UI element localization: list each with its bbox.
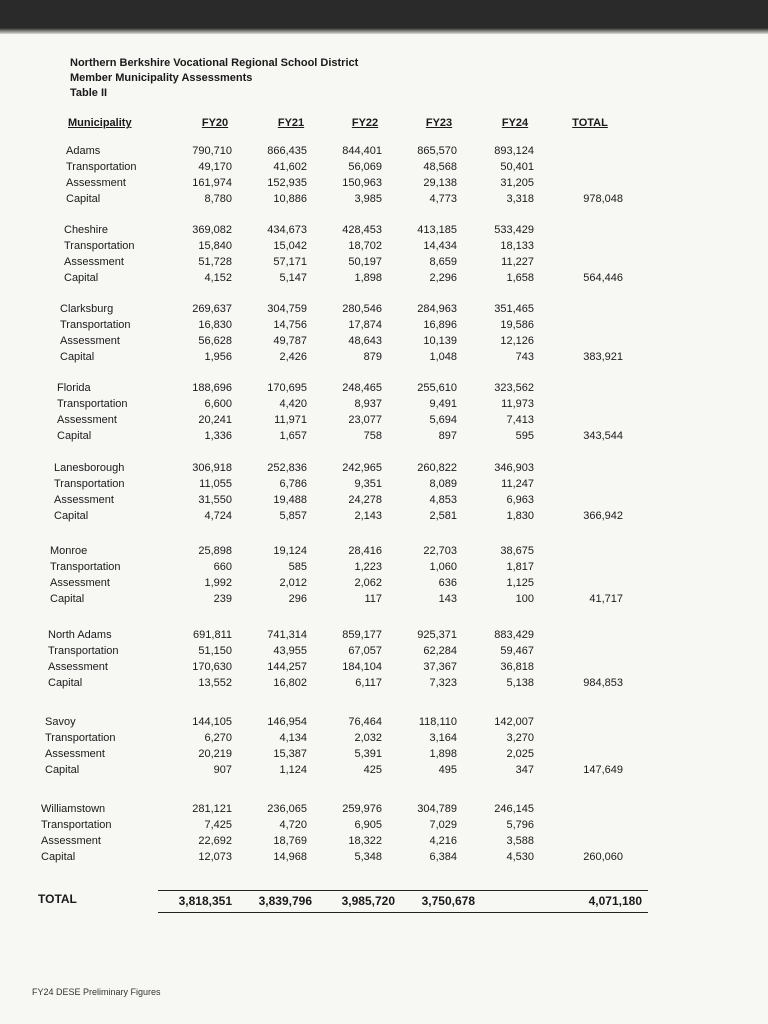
table-cell: 50,401 — [500, 161, 534, 173]
table-cell: 1,048 — [429, 351, 457, 363]
table-cell: 296 — [288, 593, 307, 605]
table-cell: 67,057 — [348, 645, 382, 657]
table-cell: 6,963 — [506, 494, 534, 506]
table-cell: 142,007 — [494, 716, 534, 728]
table-cell: 56,628 — [198, 335, 232, 347]
table-cell: 41,602 — [273, 161, 307, 173]
table-cell: 22,692 — [198, 835, 232, 847]
column-header-fy20: FY20 — [201, 117, 229, 129]
table-cell: 146,954 — [267, 716, 307, 728]
municipality-name: Lanesborough — [54, 462, 125, 474]
table-cell: 49,170 — [198, 161, 232, 173]
table-cell: 5,694 — [429, 414, 457, 426]
row-label-transportation: Transportation — [57, 398, 128, 410]
municipality-name: Cheshire — [64, 224, 109, 236]
table-cell: 4,853 — [429, 494, 457, 506]
table-cell: 19,124 — [273, 545, 307, 557]
municipality-total: 564,446 — [583, 272, 623, 284]
table-cell: 118,110 — [418, 716, 457, 728]
table-cell: 2,581 — [429, 510, 457, 522]
table-cell: 18,769 — [273, 835, 307, 847]
row-label-transportation: Transportation — [64, 240, 135, 252]
table-cell: 5,348 — [354, 851, 382, 863]
table-cell: 4,134 — [279, 732, 307, 744]
table-cell: 20,219 — [198, 748, 232, 760]
table-cell: 170,695 — [267, 382, 307, 394]
municipality-total: 147,649 — [583, 764, 623, 776]
table-cell: 5,796 — [506, 819, 534, 831]
scan-dark-edge — [0, 0, 768, 34]
table-cell: 22,703 — [423, 545, 457, 557]
table-cell: 11,227 — [501, 256, 534, 268]
table-cell: 351,465 — [494, 303, 534, 315]
table-cell: 144,257 — [267, 661, 307, 673]
municipality-total: 978,048 — [583, 193, 623, 205]
municipality-total: 366,942 — [583, 510, 623, 522]
table-cell: 434,673 — [267, 224, 307, 236]
column-header-municipality: Municipality — [68, 117, 132, 129]
table-cell: 1,125 — [506, 577, 534, 589]
row-label-assessment: Assessment — [60, 335, 120, 347]
table-cell: 31,205 — [500, 177, 534, 189]
table-cell: 369,082 — [192, 224, 232, 236]
table-cell: 15,387 — [273, 748, 307, 760]
table-cell: 6,600 — [204, 398, 232, 410]
table-cell: 57,171 — [273, 256, 307, 268]
table-cell: 24,278 — [348, 494, 382, 506]
municipality-name: Savoy — [45, 716, 76, 728]
total-fy21: 3,839,796 — [258, 894, 312, 908]
table-cell: 4,216 — [429, 835, 457, 847]
table-cell: 117 — [364, 593, 382, 605]
table-cell: 1,992 — [204, 577, 232, 589]
table-cell: 6,786 — [279, 478, 307, 490]
table-cell: 6,270 — [204, 732, 232, 744]
municipality-group — [0, 801, 768, 871]
table-cell: 143 — [438, 593, 457, 605]
table-cell: 304,789 — [417, 803, 457, 815]
total-fy20: 3,818,351 — [178, 894, 232, 908]
table-cell: 1,336 — [204, 430, 232, 442]
table-cell: 17,874 — [348, 319, 382, 331]
table-cell: 281,121 — [192, 803, 232, 815]
table-cell: 260,822 — [417, 462, 457, 474]
table-cell: 280,546 — [342, 303, 382, 315]
table-cell: 100 — [515, 593, 534, 605]
table-cell: 865,570 — [417, 145, 457, 157]
row-label-assessment: Assessment — [41, 835, 101, 847]
table-cell: 883,429 — [494, 629, 534, 641]
table-cell: 284,963 — [417, 303, 457, 315]
table-cell: 5,857 — [279, 510, 307, 522]
municipality-name: Williamstown — [41, 803, 106, 815]
municipality-total: 260,060 — [583, 851, 623, 863]
table-cell: 495 — [438, 764, 457, 776]
table-cell: 7,425 — [204, 819, 232, 831]
table-cell: 236,065 — [267, 803, 307, 815]
document-page — [0, 34, 768, 1024]
table-cell: 2,143 — [354, 510, 382, 522]
table-cell: 170,630 — [192, 661, 232, 673]
municipality-total: 343,544 — [583, 430, 623, 442]
table-cell: 16,830 — [198, 319, 232, 331]
table-cell: 144,105 — [192, 716, 232, 728]
table-cell: 595 — [515, 430, 534, 442]
table-cell: 4,152 — [204, 272, 232, 284]
table-cell: 879 — [363, 351, 382, 363]
total-label: TOTAL — [38, 892, 77, 906]
table-cell: 48,643 — [348, 335, 382, 347]
table-cell: 8,780 — [204, 193, 232, 205]
table-cell: 1,956 — [204, 351, 232, 363]
table-cell: 7,323 — [429, 677, 457, 689]
district-title: Northern Berkshire Vocational Regional School District — [70, 57, 359, 69]
table-cell: 897 — [438, 430, 457, 442]
table-cell: 691,811 — [193, 629, 232, 641]
table-cell: 741,314 — [267, 629, 307, 641]
table-cell: 150,963 — [342, 177, 382, 189]
table-cell: 248,465 — [342, 382, 382, 394]
row-label-capital: Capital — [60, 351, 95, 363]
municipality-group — [0, 460, 768, 530]
table-cell: 306,918 — [192, 462, 232, 474]
table-cell: 4,724 — [204, 510, 232, 522]
row-label-capital: Capital — [48, 677, 83, 689]
table-cell: 2,032 — [354, 732, 382, 744]
table-cell: 152,935 — [267, 177, 307, 189]
table-cell: 14,968 — [273, 851, 307, 863]
municipality-group — [0, 222, 768, 292]
table-cell: 1,657 — [279, 430, 307, 442]
table-cell: 10,139 — [423, 335, 457, 347]
table-cell: 161,974 — [192, 177, 232, 189]
municipality-group — [0, 543, 768, 613]
column-header-fy21: FY21 — [277, 117, 305, 129]
document-header — [70, 56, 358, 101]
table-cell: 636 — [438, 577, 457, 589]
table-cell: 59,467 — [500, 645, 534, 657]
row-label-capital: Capital — [41, 851, 76, 863]
table-cell: 5,138 — [506, 677, 534, 689]
table-cell: 43,955 — [273, 645, 307, 657]
table-cell: 3,164 — [429, 732, 457, 744]
table-cell: 428,453 — [342, 224, 382, 236]
total-top-rule — [158, 890, 648, 891]
municipality-group — [0, 380, 768, 450]
table-cell: 246,145 — [494, 803, 534, 815]
table-cell: 743 — [515, 351, 534, 363]
row-label-capital: Capital — [54, 510, 89, 522]
table-cell: 304,759 — [267, 303, 307, 315]
table-cell: 2,426 — [279, 351, 307, 363]
total-fy23: 3,750,678 — [421, 894, 475, 908]
table-cell: 48,568 — [423, 161, 457, 173]
row-label-assessment: Assessment — [66, 177, 126, 189]
grand-total: 4,071,180 — [588, 894, 642, 908]
table-cell: 16,802 — [273, 677, 307, 689]
table-cell: 31,550 — [198, 494, 232, 506]
row-label-transportation: Transportation — [54, 478, 125, 490]
table-cell: 347 — [515, 764, 534, 776]
table-cell: 13,552 — [198, 677, 232, 689]
table-cell: 12,126 — [500, 335, 534, 347]
municipality-name: Adams — [66, 145, 101, 157]
table-cell: 1,060 — [429, 561, 457, 573]
row-label-assessment: Assessment — [57, 414, 117, 426]
table-cell: 859,177 — [342, 629, 382, 641]
table-cell: 660 — [213, 561, 232, 573]
table-cell: 9,351 — [354, 478, 382, 490]
table-cell: 2,296 — [429, 272, 457, 284]
municipality-group — [0, 143, 768, 213]
table-cell: 50,197 — [348, 256, 382, 268]
table-cell: 8,937 — [354, 398, 382, 410]
table-cell: 51,150 — [198, 645, 232, 657]
table-cell: 758 — [363, 430, 382, 442]
table-cell: 1,898 — [354, 272, 382, 284]
table-cell: 323,562 — [494, 382, 534, 394]
table-cell: 907 — [213, 764, 232, 776]
table-cell: 2,062 — [354, 577, 382, 589]
table-cell: 259,976 — [342, 803, 382, 815]
table-cell: 2,025 — [506, 748, 534, 760]
table-cell: 184,104 — [342, 661, 382, 673]
table-cell: 3,318 — [506, 193, 534, 205]
municipality-group — [0, 627, 768, 697]
table-cell: 1,223 — [354, 561, 382, 573]
report-title: Member Municipality Assessments — [70, 72, 253, 84]
table-cell: 49,787 — [273, 335, 307, 347]
table-cell: 585 — [288, 561, 307, 573]
table-cell: 16,896 — [423, 319, 457, 331]
row-label-transportation: Transportation — [60, 319, 131, 331]
table-cell: 11,055 — [199, 478, 232, 490]
table-cell: 8,089 — [429, 478, 457, 490]
table-cell: 14,434 — [423, 240, 457, 252]
table-cell: 23,077 — [348, 414, 382, 426]
municipality-total: 984,853 — [583, 677, 623, 689]
table-cell: 15,840 — [198, 240, 232, 252]
table-cell: 28,416 — [348, 545, 382, 557]
table-cell: 2,012 — [279, 577, 307, 589]
table-cell: 346,903 — [494, 462, 534, 474]
table-cell: 1,124 — [279, 764, 307, 776]
table-cell: 29,138 — [423, 177, 457, 189]
table-cell: 51,728 — [198, 256, 232, 268]
total-bottom-rule — [158, 912, 648, 913]
table-cell: 925,371 — [417, 629, 457, 641]
table-cell: 239 — [213, 593, 232, 605]
column-header-fy23: FY23 — [425, 117, 453, 129]
table-cell: 790,710 — [192, 145, 232, 157]
table-cell: 844,401 — [342, 145, 382, 157]
table-cell: 37,367 — [423, 661, 457, 673]
table-cell: 1,817 — [506, 561, 534, 573]
row-label-assessment: Assessment — [50, 577, 110, 589]
table-cell: 252,836 — [267, 462, 307, 474]
table-cell: 4,720 — [279, 819, 307, 831]
row-label-transportation: Transportation — [45, 732, 116, 744]
table-cell: 6,905 — [354, 819, 382, 831]
municipality-total: 383,921 — [583, 351, 623, 363]
table-cell: 7,413 — [506, 414, 534, 426]
row-label-assessment: Assessment — [45, 748, 105, 760]
table-cell: 11,971 — [274, 414, 307, 426]
table-cell: 893,124 — [494, 145, 534, 157]
table-cell: 3,985 — [354, 193, 382, 205]
table-cell: 20,241 — [198, 414, 232, 426]
table-cell: 8,659 — [429, 256, 457, 268]
municipality-name: Clarksburg — [60, 303, 114, 315]
table-cell: 11,247 — [501, 478, 534, 490]
column-header-total: TOTAL — [572, 117, 608, 129]
table-cell: 4,773 — [429, 193, 457, 205]
table-cell: 19,488 — [273, 494, 307, 506]
row-label-transportation: Transportation — [48, 645, 119, 657]
municipality-group — [0, 301, 768, 371]
table-cell: 25,898 — [198, 545, 232, 557]
table-cell: 3,270 — [506, 732, 534, 744]
table-cell: 6,117 — [355, 677, 382, 689]
table-cell: 425 — [363, 764, 382, 776]
municipality-total: 41,717 — [589, 593, 623, 605]
table-cell: 1,898 — [429, 748, 457, 760]
row-label-capital: Capital — [45, 764, 80, 776]
municipality-group — [0, 714, 768, 784]
table-cell: 6,384 — [429, 851, 457, 863]
table-cell: 533,429 — [494, 224, 534, 236]
table-cell: 5,391 — [354, 748, 382, 760]
row-label-transportation: Transportation — [66, 161, 137, 173]
row-label-assessment: Assessment — [64, 256, 124, 268]
table-cell: 3,588 — [506, 835, 534, 847]
table-cell: 56,069 — [348, 161, 382, 173]
table-cell: 242,965 — [342, 462, 382, 474]
row-label-transportation: Transportation — [41, 819, 112, 831]
footer-note: FY24 DESE Preliminary Figures — [32, 987, 161, 997]
table-cell: 9,491 — [429, 398, 457, 410]
row-label-capital: Capital — [64, 272, 99, 284]
table-cell: 38,675 — [500, 545, 534, 557]
table-cell: 62,284 — [423, 645, 457, 657]
table-cell: 18,322 — [348, 835, 382, 847]
table-cell: 7,029 — [429, 819, 457, 831]
table-cell: 12,073 — [198, 851, 232, 863]
row-label-capital: Capital — [57, 430, 92, 442]
total-fy22: 3,985,720 — [341, 894, 395, 908]
table-cell: 413,185 — [417, 224, 457, 236]
row-label-assessment: Assessment — [54, 494, 114, 506]
table-cell: 1,830 — [506, 510, 534, 522]
table-cell: 188,696 — [192, 382, 232, 394]
table-cell: 1,658 — [506, 272, 534, 284]
table-cell: 10,886 — [273, 193, 307, 205]
municipality-name: Monroe — [50, 545, 88, 557]
table-cell: 255,610 — [417, 382, 457, 394]
table-title: Table II — [70, 87, 108, 99]
municipality-name: Florida — [57, 382, 91, 394]
column-header-fy24: FY24 — [501, 117, 529, 129]
table-cell: 4,420 — [279, 398, 307, 410]
row-label-transportation: Transportation — [50, 561, 121, 573]
row-label-capital: Capital — [50, 593, 85, 605]
table-cell: 5,147 — [279, 272, 307, 284]
table-cell: 269,637 — [192, 303, 232, 315]
municipality-name: North Adams — [48, 629, 112, 641]
table-cell: 14,756 — [273, 319, 307, 331]
table-cell: 18,702 — [348, 240, 382, 252]
table-cell: 76,464 — [348, 716, 382, 728]
table-cell: 11,973 — [501, 398, 534, 410]
column-header-fy22: FY22 — [351, 117, 379, 129]
table-cell: 4,530 — [506, 851, 534, 863]
table-cell: 18,133 — [500, 240, 534, 252]
table-cell: 15,042 — [273, 240, 307, 252]
row-label-assessment: Assessment — [48, 661, 108, 673]
table-cell: 19,586 — [500, 319, 534, 331]
table-cell: 866,435 — [267, 145, 307, 157]
total-row — [0, 892, 768, 916]
table-cell: 36,818 — [500, 661, 534, 673]
row-label-capital: Capital — [66, 193, 101, 205]
